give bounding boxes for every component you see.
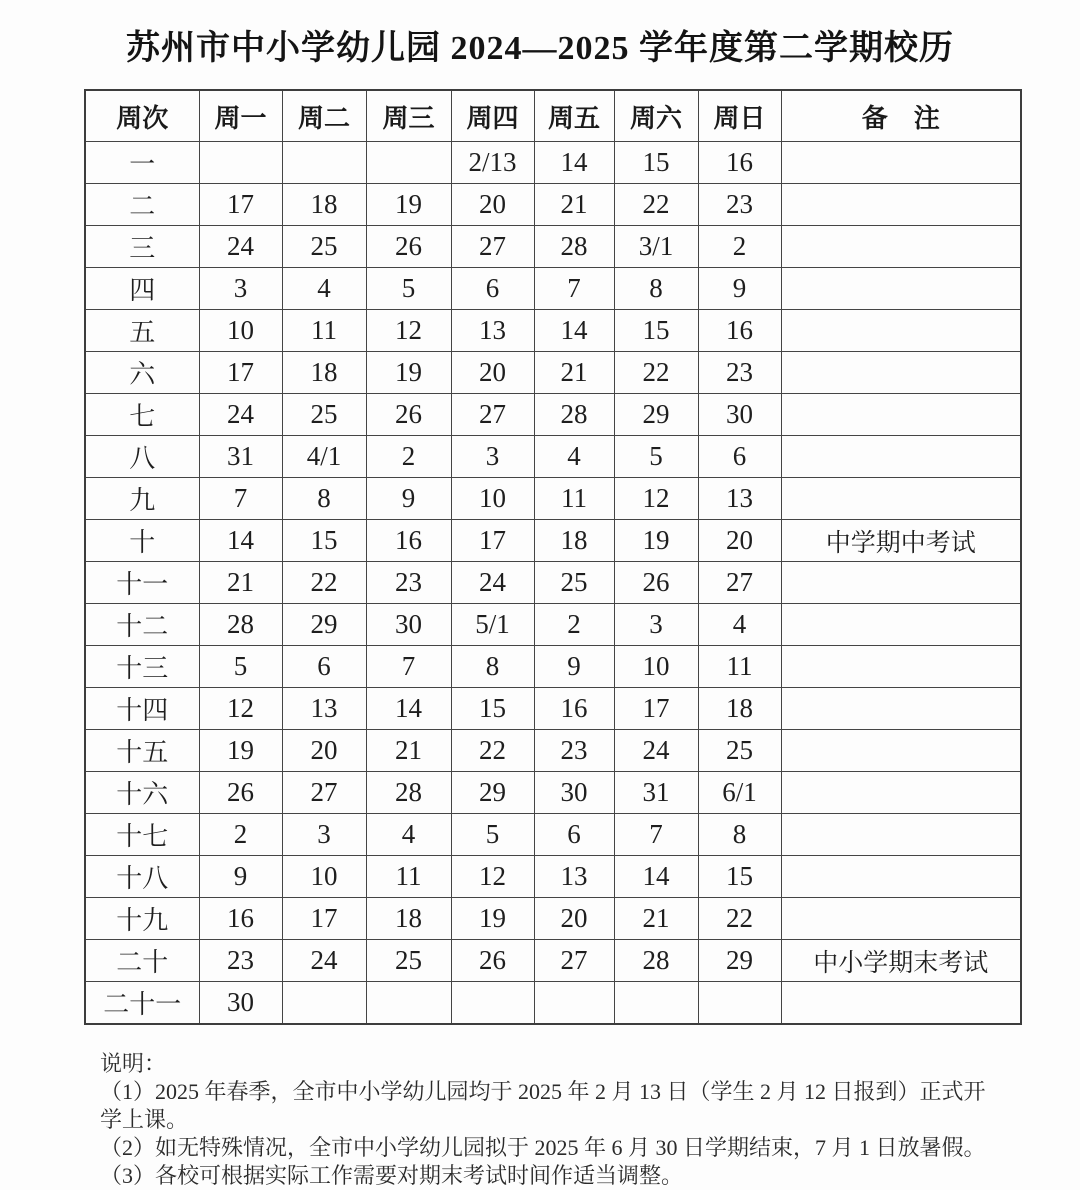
table-row <box>85 940 1021 982</box>
day-cell: 24 <box>614 730 698 772</box>
day-cell: 19 <box>614 520 698 562</box>
day-cell: 2/13 <box>451 142 534 184</box>
table-row <box>85 436 1021 478</box>
day-cell: 21 <box>534 184 614 226</box>
day-cell: 7 <box>366 646 451 688</box>
day-cell: 4 <box>282 268 366 310</box>
day-cell: 2 <box>698 226 781 268</box>
note-cell <box>781 394 1021 436</box>
day-cell: 26 <box>614 562 698 604</box>
day-cell: 14 <box>534 310 614 352</box>
header-thursday: 周四 <box>451 90 534 142</box>
day-cell: 3/1 <box>614 226 698 268</box>
day-cell: 30 <box>199 982 282 1025</box>
day-cell: 13 <box>534 856 614 898</box>
note-cell <box>781 772 1021 814</box>
week-label: 十 <box>85 520 199 562</box>
week-label: 十二 <box>85 604 199 646</box>
day-cell: 27 <box>282 772 366 814</box>
week-label: 十六 <box>85 772 199 814</box>
day-cell <box>366 142 451 184</box>
week-label: 十三 <box>85 646 199 688</box>
day-cell: 8 <box>451 646 534 688</box>
day-cell: 16 <box>366 520 451 562</box>
week-label: 四 <box>85 268 199 310</box>
day-cell: 3 <box>451 436 534 478</box>
table-row <box>85 898 1021 940</box>
day-cell: 24 <box>199 226 282 268</box>
header-sunday: 周日 <box>698 90 781 142</box>
day-cell: 26 <box>366 226 451 268</box>
header-row <box>85 90 1021 142</box>
day-cell: 24 <box>199 394 282 436</box>
day-cell: 7 <box>534 268 614 310</box>
day-cell: 5/1 <box>451 604 534 646</box>
week-label: 七 <box>85 394 199 436</box>
day-cell: 18 <box>282 352 366 394</box>
week-label: 六 <box>85 352 199 394</box>
day-cell: 7 <box>614 814 698 856</box>
day-cell: 4 <box>698 604 781 646</box>
day-cell: 17 <box>614 688 698 730</box>
header-week: 周次 <box>85 90 199 142</box>
day-cell <box>282 982 366 1025</box>
day-cell: 15 <box>614 142 698 184</box>
header-monday: 周一 <box>199 90 282 142</box>
note-cell <box>781 982 1021 1025</box>
note-item: （2）如无特殊情况，全市中小学幼儿园拟于 2025 年 6 月 30 日学期结束，7 月 1 日放暑假。 <box>100 1135 986 1160</box>
day-cell: 18 <box>698 688 781 730</box>
note-cell <box>781 310 1021 352</box>
header-friday: 周五 <box>534 90 614 142</box>
day-cell: 4 <box>366 814 451 856</box>
note-item: （1）2025 年春季，全市中小学幼儿园均于 2025 年 2 月 13 日（学生 2 月 12 日报到）正式开学上课。 <box>100 1079 986 1132</box>
day-cell: 25 <box>698 730 781 772</box>
day-cell: 6 <box>534 814 614 856</box>
day-cell: 25 <box>366 940 451 982</box>
day-cell: 5 <box>366 268 451 310</box>
note-cell <box>781 226 1021 268</box>
table-row <box>85 520 1021 562</box>
day-cell: 30 <box>534 772 614 814</box>
day-cell: 9 <box>534 646 614 688</box>
day-cell: 30 <box>366 604 451 646</box>
table-row <box>85 310 1021 352</box>
note-cell <box>781 814 1021 856</box>
day-cell: 16 <box>698 310 781 352</box>
table-row <box>85 226 1021 268</box>
note-cell <box>781 562 1021 604</box>
note-cell <box>781 142 1021 184</box>
day-cell <box>451 982 534 1025</box>
week-label: 十八 <box>85 856 199 898</box>
table-row <box>85 772 1021 814</box>
day-cell: 24 <box>282 940 366 982</box>
day-cell: 2 <box>366 436 451 478</box>
day-cell: 9 <box>698 268 781 310</box>
header-tuesday: 周二 <box>282 90 366 142</box>
day-cell: 31 <box>199 436 282 478</box>
day-cell: 28 <box>534 226 614 268</box>
day-cell: 25 <box>282 226 366 268</box>
week-label: 二十一 <box>85 982 199 1025</box>
day-cell: 20 <box>698 520 781 562</box>
note-cell <box>781 436 1021 478</box>
day-cell: 22 <box>451 730 534 772</box>
day-cell: 15 <box>282 520 366 562</box>
day-cell: 22 <box>614 352 698 394</box>
day-cell: 7 <box>199 478 282 520</box>
week-label: 十四 <box>85 688 199 730</box>
day-cell: 20 <box>282 730 366 772</box>
week-label: 九 <box>85 478 199 520</box>
table-row <box>85 982 1021 1025</box>
day-cell: 23 <box>534 730 614 772</box>
day-cell: 16 <box>534 688 614 730</box>
day-cell: 20 <box>534 898 614 940</box>
day-cell: 24 <box>451 562 534 604</box>
table-row <box>85 730 1021 772</box>
day-cell: 4 <box>534 436 614 478</box>
day-cell <box>614 982 698 1025</box>
day-cell: 27 <box>451 226 534 268</box>
note-cell <box>781 856 1021 898</box>
note-cell <box>781 184 1021 226</box>
note-cell <box>781 898 1021 940</box>
day-cell: 14 <box>614 856 698 898</box>
day-cell: 10 <box>614 646 698 688</box>
day-cell: 9 <box>199 856 282 898</box>
day-cell: 12 <box>199 688 282 730</box>
week-label: 十五 <box>85 730 199 772</box>
day-cell: 23 <box>366 562 451 604</box>
table-row <box>85 688 1021 730</box>
table-row <box>85 394 1021 436</box>
day-cell: 31 <box>614 772 698 814</box>
day-cell: 22 <box>614 184 698 226</box>
day-cell: 14 <box>366 688 451 730</box>
day-cell: 26 <box>366 394 451 436</box>
day-cell: 27 <box>534 940 614 982</box>
week-label: 八 <box>85 436 199 478</box>
day-cell: 29 <box>614 394 698 436</box>
table-row <box>85 352 1021 394</box>
week-label: 三 <box>85 226 199 268</box>
table-row <box>85 268 1021 310</box>
table-row <box>85 814 1021 856</box>
day-cell: 28 <box>366 772 451 814</box>
table-row <box>85 184 1021 226</box>
day-cell: 28 <box>534 394 614 436</box>
day-cell: 5 <box>199 646 282 688</box>
day-cell: 5 <box>614 436 698 478</box>
day-cell: 17 <box>199 184 282 226</box>
week-label: 一 <box>85 142 199 184</box>
day-cell: 14 <box>199 520 282 562</box>
day-cell: 30 <box>698 394 781 436</box>
day-cell: 23 <box>698 184 781 226</box>
table-row <box>85 142 1021 184</box>
day-cell: 3 <box>614 604 698 646</box>
calendar-table <box>84 89 1022 1025</box>
day-cell: 13 <box>698 478 781 520</box>
day-cell: 22 <box>698 898 781 940</box>
day-cell: 12 <box>366 310 451 352</box>
day-cell: 21 <box>199 562 282 604</box>
day-cell: 18 <box>366 898 451 940</box>
day-cell: 10 <box>282 856 366 898</box>
header-wednesday: 周三 <box>366 90 451 142</box>
day-cell: 19 <box>366 352 451 394</box>
day-cell: 6 <box>282 646 366 688</box>
day-cell: 19 <box>451 898 534 940</box>
week-label: 十九 <box>85 898 199 940</box>
week-label: 五 <box>85 310 199 352</box>
week-label: 二十 <box>85 940 199 982</box>
notes-section <box>100 1050 1006 1190</box>
day-cell: 15 <box>614 310 698 352</box>
day-cell <box>534 982 614 1025</box>
day-cell: 19 <box>199 730 282 772</box>
calendar-body <box>85 142 1021 1025</box>
day-cell: 6 <box>451 268 534 310</box>
day-cell: 20 <box>451 184 534 226</box>
day-cell: 29 <box>698 940 781 982</box>
day-cell: 16 <box>199 898 282 940</box>
day-cell <box>199 142 282 184</box>
day-cell: 2 <box>534 604 614 646</box>
day-cell: 3 <box>199 268 282 310</box>
week-label: 十七 <box>85 814 199 856</box>
day-cell: 25 <box>282 394 366 436</box>
note-cell <box>781 352 1021 394</box>
table-row <box>85 646 1021 688</box>
day-cell: 8 <box>282 478 366 520</box>
day-cell: 21 <box>534 352 614 394</box>
day-cell: 15 <box>698 856 781 898</box>
page-title: 苏州市中小学幼儿园 2024—2025 学年度第二学期校历 <box>126 30 954 67</box>
day-cell <box>698 982 781 1025</box>
day-cell: 23 <box>199 940 282 982</box>
note-cell <box>781 646 1021 688</box>
day-cell: 6/1 <box>698 772 781 814</box>
week-label: 二 <box>85 184 199 226</box>
day-cell: 19 <box>366 184 451 226</box>
day-cell: 22 <box>282 562 366 604</box>
note-cell <box>781 478 1021 520</box>
day-cell: 21 <box>366 730 451 772</box>
day-cell: 25 <box>534 562 614 604</box>
day-cell: 3 <box>282 814 366 856</box>
day-cell: 29 <box>282 604 366 646</box>
day-cell: 8 <box>614 268 698 310</box>
note-cell: 中学期中考试 <box>781 520 1021 562</box>
day-cell: 18 <box>534 520 614 562</box>
day-cell: 28 <box>199 604 282 646</box>
note-cell <box>781 268 1021 310</box>
day-cell: 15 <box>451 688 534 730</box>
day-cell: 21 <box>614 898 698 940</box>
day-cell: 2 <box>199 814 282 856</box>
table-row <box>85 856 1021 898</box>
day-cell: 27 <box>451 394 534 436</box>
day-cell: 11 <box>534 478 614 520</box>
day-cell: 18 <box>282 184 366 226</box>
header-saturday: 周六 <box>614 90 698 142</box>
note-item: （3）各校可根据实际工作需要对期末考试时间作适当调整。 <box>100 1163 684 1188</box>
day-cell <box>366 982 451 1025</box>
day-cell: 14 <box>534 142 614 184</box>
day-cell: 11 <box>698 646 781 688</box>
day-cell: 16 <box>698 142 781 184</box>
day-cell: 29 <box>451 772 534 814</box>
day-cell: 11 <box>366 856 451 898</box>
day-cell: 13 <box>282 688 366 730</box>
day-cell: 9 <box>366 478 451 520</box>
day-cell: 17 <box>199 352 282 394</box>
day-cell: 12 <box>451 856 534 898</box>
week-label: 十一 <box>85 562 199 604</box>
day-cell: 10 <box>451 478 534 520</box>
day-cell: 28 <box>614 940 698 982</box>
day-cell: 4/1 <box>282 436 366 478</box>
notes-label: 说明： <box>100 1051 167 1076</box>
day-cell: 12 <box>614 478 698 520</box>
day-cell: 26 <box>199 772 282 814</box>
day-cell: 17 <box>451 520 534 562</box>
day-cell: 5 <box>451 814 534 856</box>
day-cell: 17 <box>282 898 366 940</box>
note-cell <box>781 730 1021 772</box>
table-row <box>85 478 1021 520</box>
note-cell <box>781 688 1021 730</box>
table-row <box>85 562 1021 604</box>
header-remarks: 备 注 <box>781 90 1021 142</box>
day-cell: 8 <box>698 814 781 856</box>
day-cell <box>282 142 366 184</box>
note-cell <box>781 604 1021 646</box>
day-cell: 13 <box>451 310 534 352</box>
day-cell: 27 <box>698 562 781 604</box>
day-cell: 20 <box>451 352 534 394</box>
day-cell: 6 <box>698 436 781 478</box>
day-cell: 11 <box>282 310 366 352</box>
day-cell: 10 <box>199 310 282 352</box>
note-cell: 中小学期末考试 <box>781 940 1021 982</box>
day-cell: 23 <box>698 352 781 394</box>
table-row <box>85 604 1021 646</box>
day-cell: 26 <box>451 940 534 982</box>
